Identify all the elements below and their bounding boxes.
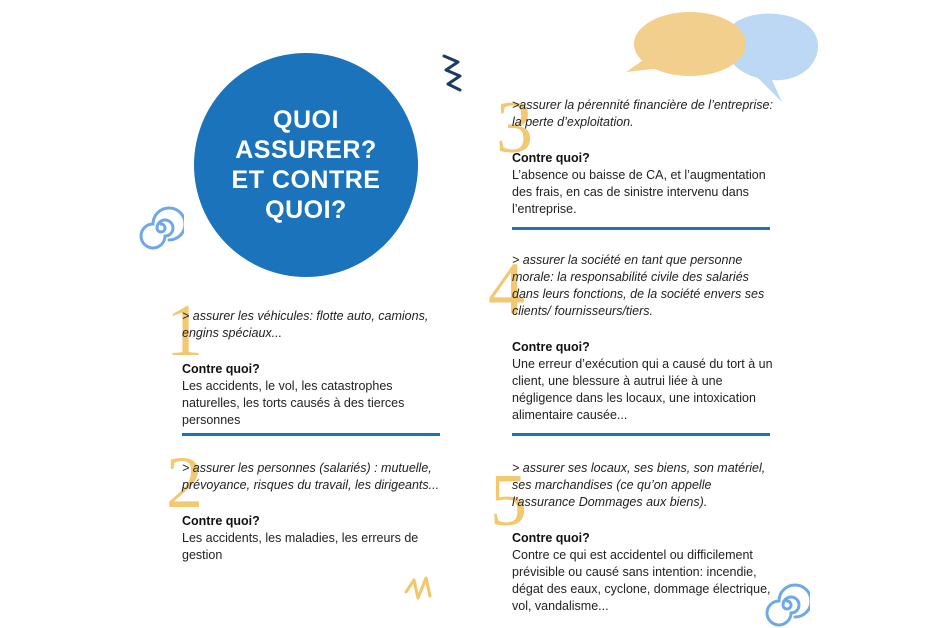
contre-quoi-text: Contre ce qui est accidentel ou difficilement prévisible ou causé sans intention: incendie, dégat des eaux, cyclone, dommage électrique, vol, vandalisme... [512, 548, 771, 613]
title-line-1: QUOI [273, 106, 339, 134]
title-line-2: ASSURER? [235, 136, 377, 164]
title-circle [194, 53, 418, 277]
spiral-icon [138, 205, 184, 251]
divider [182, 433, 440, 436]
section-5 [490, 460, 774, 615]
section-1 [166, 290, 444, 429]
section-number: 2 [166, 442, 203, 524]
divider [512, 433, 770, 436]
contre-quoi-label: Contre quoi? [512, 151, 590, 165]
page-title [232, 105, 381, 225]
contre-quoi-text: L’absence ou baisse de CA, et l’augmentation des frais, en cas de sinistre intervenu dans l’entreprise. [512, 168, 766, 216]
section-item: >assurer la pérennité financière de l’entreprise: la perte d’exploitation. [512, 98, 773, 129]
contre-quoi-label: Contre quoi? [182, 362, 260, 376]
contre-quoi-text: Une erreur d’exécution qui a causé du tort à un client, une blessure à autrui liée à une négligence dans les locaux, une intoxication alimentaire causée... [512, 357, 773, 422]
section-item: > assurer les véhicules: flotte auto, camions, engins spéciaux... [182, 309, 429, 340]
contre-quoi-label: Contre quoi? [512, 340, 590, 354]
section-number: 3 [496, 87, 533, 169]
contre-quoi-label: Contre quoi? [182, 514, 260, 528]
contre-quoi-text: Les accidents, les maladies, les erreurs de gestion [182, 531, 419, 562]
section-number: 1 [166, 290, 203, 372]
title-line-4: QUOI? [265, 196, 347, 224]
section-item: > assurer la société en tant que personne morale: la responsabilité civile des salariés dans leurs fonctions, de la société envers ses clients/ fournisseurs/tiers. [512, 253, 765, 318]
speech-bubbles-icon [622, 6, 822, 106]
contre-quoi-text: Les accidents, le vol, les catastrophes naturelles, les torts causés à des tierces personnes [182, 379, 405, 427]
section-2 [166, 442, 444, 564]
title-line-3: ET CONTRE [231, 166, 381, 194]
contre-quoi-label: Contre quoi? [512, 531, 590, 545]
section-item: > assurer ses locaux, ses biens, son matériel, ses marchandises (ce qu’on appelle l’assurance Dommages aux biens). [512, 461, 766, 509]
section-item: > assurer les personnes (salariés) : mutuelle, prévoyance, risques du travail, les dirigeants... [182, 461, 440, 492]
divider [512, 227, 770, 230]
zigzag-icon [440, 52, 466, 92]
zigzag-icon [402, 572, 436, 612]
section-number: 5 [490, 460, 527, 542]
section-number: 4 [488, 248, 525, 330]
section-4 [488, 248, 774, 424]
section-3 [496, 87, 774, 218]
